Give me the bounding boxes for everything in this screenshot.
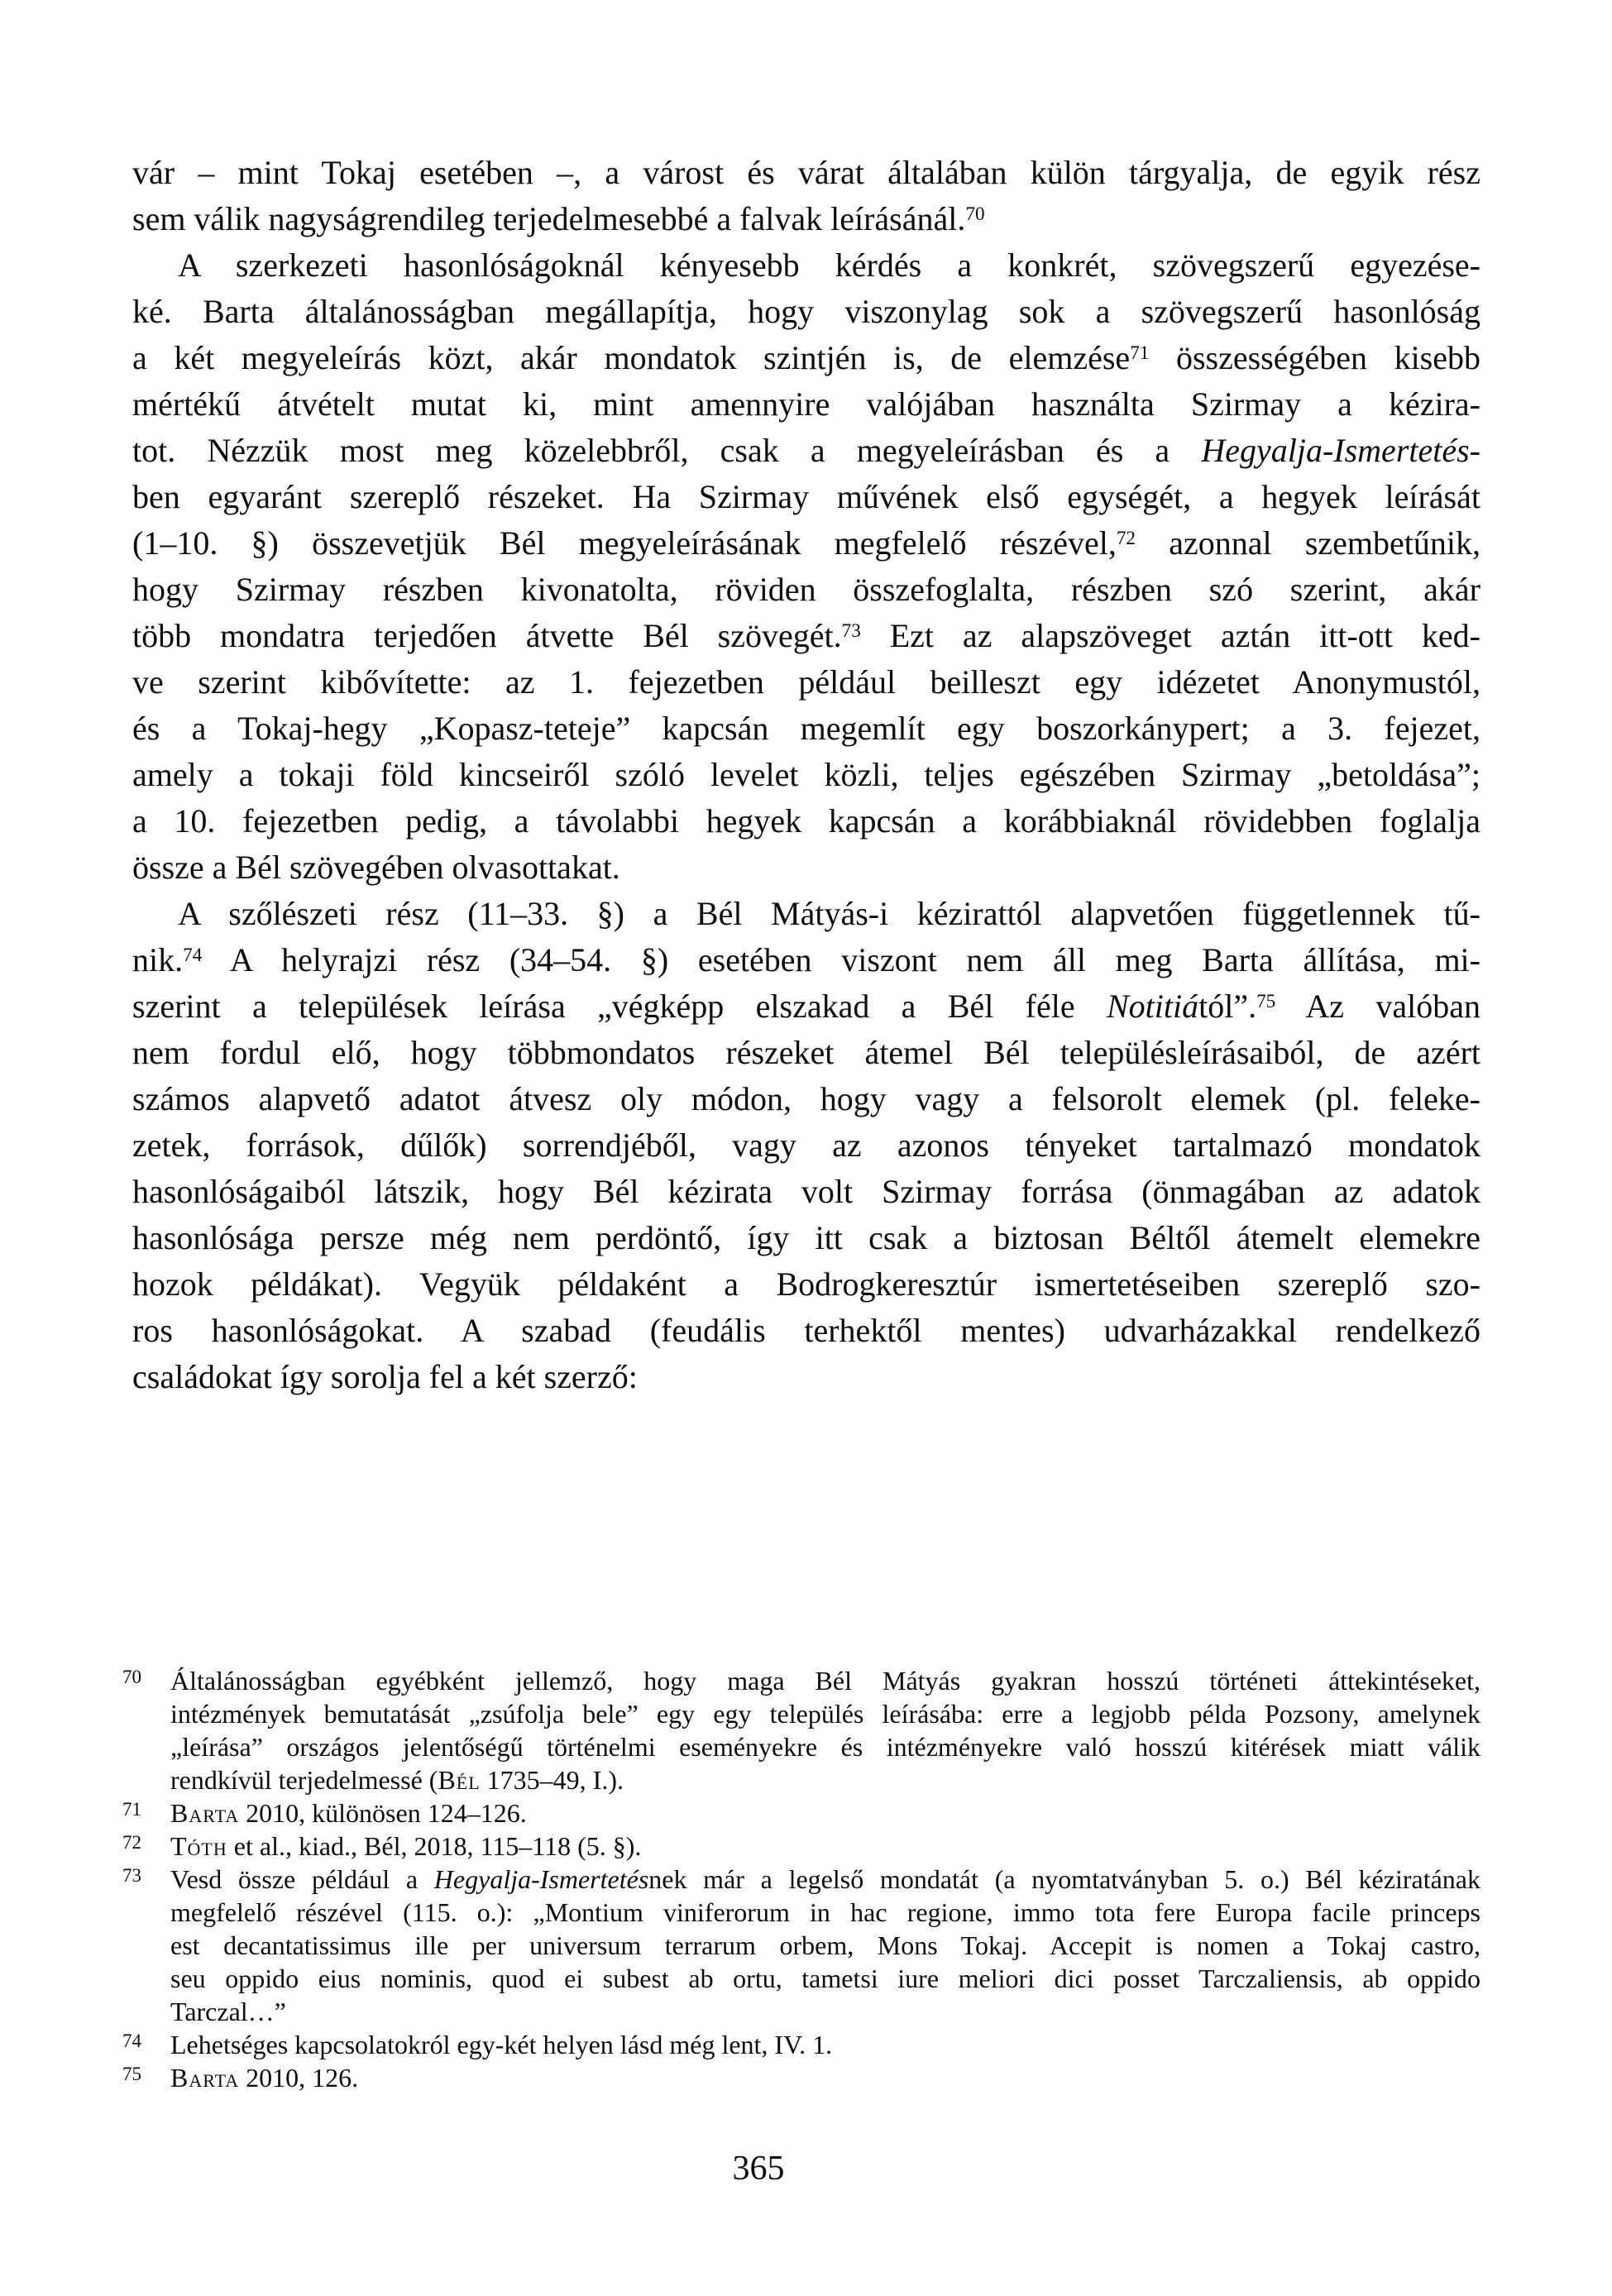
text-run: 2010, 126. <box>239 2063 359 2093</box>
footnote-number: 71 <box>122 1799 141 1820</box>
footnote-line <box>170 2061 1480 2094</box>
text-run: több mondatra terjedően átvette Bél szövegét. <box>132 617 842 654</box>
text-run: összességében kisebb <box>1149 339 1481 376</box>
text-run: hasonlósága persze még nem perdöntő, így itt csak a biztosan Béltől átemelt elemekre <box>132 1219 1480 1256</box>
body-line <box>132 752 1480 798</box>
footnote-line <box>170 1697 1480 1730</box>
body-line <box>132 937 1480 983</box>
text-run: sem válik nagyságrendileg terjedelmesebbé a falvak leírásánál. <box>132 200 966 237</box>
body-line <box>132 335 1480 381</box>
body-line <box>132 706 1480 752</box>
footnote-line <box>170 1863 1480 1896</box>
footnote-line <box>170 1896 1480 1929</box>
body-line <box>132 844 1480 891</box>
text-run: est decantatissimus ille per universum terrarum orbem, Mons Tokaj. Accepit is nomen a Tokaj castro, <box>170 1930 1480 1960</box>
body-line <box>132 798 1480 844</box>
smallcaps-run: Bél <box>438 1765 481 1795</box>
body-line <box>132 659 1480 706</box>
body-line <box>132 196 1480 242</box>
page-number: 365 <box>732 2150 785 2188</box>
footnote-ref: 71 <box>1130 342 1150 365</box>
text-run: Tarczal…” <box>170 1997 286 2026</box>
footnote <box>122 2061 1480 2094</box>
italic-run: Notitiá <box>1106 988 1199 1025</box>
text-run: Ezt az alapszöveget aztán itt-ott ked- <box>860 617 1480 654</box>
text-run: Vesd össze például a <box>170 1864 434 1894</box>
text-run: azonnal szembetűnik, <box>1136 524 1480 562</box>
text-run: Lehetséges kapcsolatokról egy-két helyen lásd még lent, IV. 1. <box>170 2030 833 2059</box>
text-run: 2010, különösen 124–126. <box>239 1798 527 1828</box>
text-run: számos alapvető adatot átvesz oly módon, hogy vagy a felsorolt elemek (pl. feleke- <box>132 1080 1480 1117</box>
text-run: szerint a települések leírása „végképp elszakad a Bél féle <box>132 988 1107 1025</box>
body-line <box>132 289 1480 335</box>
body-line <box>132 613 1480 659</box>
body-line <box>132 381 1480 428</box>
body-line <box>132 1076 1480 1122</box>
footnote-line <box>170 1796 1480 1830</box>
footnote <box>122 1796 1480 1830</box>
text-run: intézmények bemutatását „zsúfolja bele” egy egy település leírásába: erre a legjobb példa Pozsony, amelynek <box>170 1699 1480 1729</box>
footnote-line <box>170 1995 1480 2028</box>
body-line <box>132 242 1480 289</box>
text-run: a 10. fejezetben pedig, a távolabbi hegyek kapcsán a korábbiaknál rövidebben foglalja <box>132 802 1480 839</box>
footnote-ref: 74 <box>183 945 203 967</box>
footnote-ref: 72 <box>1116 528 1136 550</box>
text-run: össze a Bél szövegében olvasottakat. <box>132 849 620 886</box>
text-run: családokat így sorolja fel a két szerző: <box>132 1358 638 1395</box>
body-line <box>132 1308 1480 1354</box>
footnote-ref: 70 <box>965 203 985 226</box>
body-line <box>132 1354 1480 1400</box>
text-run: vár – mint Tokaj esetében –, a várost és várat általában külön tárgyalja, de egyik rész <box>132 154 1480 191</box>
footnote-number: 74 <box>122 2031 141 2051</box>
body-paragraph <box>132 242 1480 891</box>
footnote-number: 75 <box>122 2064 141 2084</box>
body-line <box>132 1169 1480 1215</box>
text-run: „leírása” országos jelentőségű történelmi eseményekre és intézményekre való hosszú kitérések miatt válik <box>170 1732 1480 1762</box>
text-run: Az valóban <box>1275 988 1481 1025</box>
footnote-ref: 73 <box>841 620 861 643</box>
body-line <box>132 983 1480 1030</box>
text-run: hogy Szirmay részben kivonatolta, röviden összefoglalta, részben szó szerint, akár <box>132 571 1480 608</box>
footnote-number: 70 <box>122 1667 141 1687</box>
text-run: ben egyaránt szereplő részeket. Ha Szirmay művének első egységét, a hegyek leírását <box>132 478 1480 515</box>
text-run: tól”. <box>1198 988 1257 1025</box>
text-run: A szerkezeti hasonlóságoknál kényesebb kérdés a konkrét, szövegszerű egyezése- <box>178 246 1480 284</box>
body-line <box>132 567 1480 613</box>
body-paragraph <box>132 150 1480 242</box>
footnote-line <box>170 1763 1480 1796</box>
footnote-line <box>170 1929 1480 1962</box>
text-run: és a Tokaj-hegy „Kopasz-teteje” kapcsán megemlít egy boszorkánypert; a 3. fejezet, <box>132 710 1480 747</box>
text-run: A helyrajzi rész (34–54. §) esetében viszont nem áll meg Barta állítása, mi- <box>202 941 1480 978</box>
smallcaps-run: Barta <box>170 2063 240 2093</box>
body-line <box>132 474 1480 520</box>
smallcaps-run: Barta <box>170 1798 240 1828</box>
footnote <box>122 1664 1480 1796</box>
text-run: (1–10. §) összevetjük Bél megyeleírásának megfelelő részével, <box>132 524 1117 562</box>
body-line <box>132 520 1480 567</box>
text-run: ve szerint kibővítette: az 1. fejezetben például beilleszt egy idézetet Anonymustól, <box>132 663 1480 701</box>
text-run: nem fordul elő, hogy többmondatos részeket átemel Bél településleírásaiból, de azért <box>132 1034 1480 1071</box>
footnote-line <box>170 1962 1480 1995</box>
footnote <box>122 2028 1480 2061</box>
text-run: seu oppido eius nominis, quod ei subest ab ortu, tametsi iure meliori dici posset Tarczaliensis, ab oppido <box>170 1964 1480 1993</box>
footnote-line <box>170 1730 1480 1763</box>
footnotes-section <box>122 1664 1481 2094</box>
italic-run: Hegyalja-Ismertetés- <box>1201 432 1480 469</box>
text-run: et al., kiad., Bél, 2018, 115–118 (5. §). <box>227 1831 642 1861</box>
text-run: hasonlóságaiból látszik, hogy Bél kézirata volt Szirmay forrása (önmagában az adatok <box>132 1173 1480 1210</box>
body-line <box>132 1261 1480 1308</box>
body-line <box>132 1215 1480 1261</box>
body-paragraph <box>132 891 1480 1400</box>
footnote-line <box>170 1830 1480 1863</box>
text-run: nik. <box>132 941 184 978</box>
text-run: amely a tokaji föld kincseiről szóló levelet közli, teljes egészében Szirmay „betoldása”; <box>132 756 1480 793</box>
italic-run: Hegyalja-Ismertetés <box>433 1864 649 1894</box>
footnote-line <box>170 2028 1480 2061</box>
body-line <box>132 1122 1480 1169</box>
text-run: A szőlészeti rész (11–33. §) a Bél Mátyás-i kézirattól alapvetően függetlennek tű- <box>178 895 1480 932</box>
body-line <box>132 1030 1480 1076</box>
text-run: 1735–49, I.). <box>480 1765 624 1795</box>
text-run: tot. Nézzük most meg közelebbről, csak a megyeleírásban és a <box>132 432 1202 469</box>
footnote-line <box>170 1664 1480 1697</box>
footnote-number: 72 <box>122 1832 141 1853</box>
body-line <box>132 150 1480 196</box>
footnote-ref: 75 <box>1256 991 1276 1013</box>
text-run: ros hasonlóságokat. A szabad (feudális terhektől mentes) udvarházakkal rendelkező <box>132 1312 1480 1349</box>
text-run: nek már a legelső mondatát (a nyomtatványban 5. o.) Bél kéziratának <box>648 1864 1481 1894</box>
text-run: Általánosságban egyébként jellemző, hogy maga Bél Mátyás gyakran hosszú történeti áttekintéseket, <box>170 1666 1480 1696</box>
footnote <box>122 1830 1480 1863</box>
body-text <box>132 150 1480 1400</box>
smallcaps-run: Tóth <box>170 1831 227 1861</box>
text-run: mértékű átvételt mutat ki, mint amennyire valójában használta Szirmay a kézira- <box>132 385 1480 423</box>
text-run: megfelelő részével (115. o.): „Montium viniferorum in hac regione, immo tota fere Europa facile princeps <box>170 1897 1480 1927</box>
body-line <box>132 428 1480 474</box>
footnote <box>122 1863 1481 2028</box>
footnote-number: 73 <box>122 1865 141 1886</box>
text-run: ké. Barta általánosságban megállapítja, hogy viszonylag sok a szövegszerű hasonlóság <box>132 293 1480 330</box>
text-run: hozok példákat). Vegyük példaként a Bodrogkeresztúr ismertetéseiben szereplő szo- <box>132 1265 1480 1303</box>
text-run: zetek, források, dűlők) sorrendjéből, vagy az azonos tényeket tartalmazó mondatok <box>132 1126 1480 1164</box>
text-run: a két megyeleírás közt, akár mondatok szintjén is, de elemzése <box>132 339 1131 376</box>
text-run: rendkívül terjedelmessé ( <box>170 1765 438 1795</box>
body-line <box>132 891 1480 937</box>
